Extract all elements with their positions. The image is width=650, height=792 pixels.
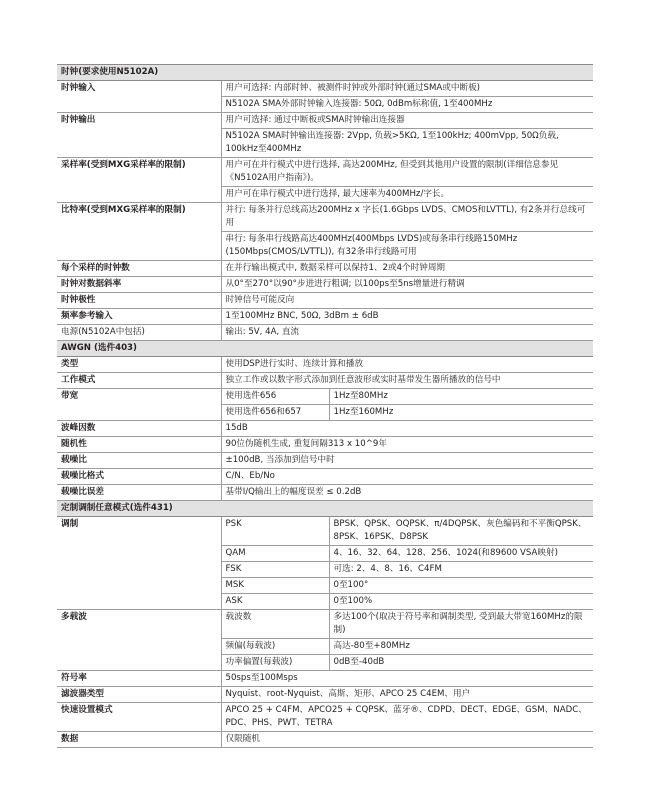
row-value: 90位伪随机生成, 重复间隔313 x 10^9年 bbox=[221, 437, 593, 453]
table-row bbox=[57, 687, 593, 703]
table-row bbox=[57, 437, 593, 453]
row-sublabel: FSK bbox=[221, 562, 329, 578]
row-label: 比特率(受到MXG采样率的限制) bbox=[57, 203, 221, 261]
table-row bbox=[57, 113, 593, 129]
row-label: 频率参考输入 bbox=[57, 309, 221, 325]
row-label: 数据 bbox=[57, 732, 221, 748]
row-label: 滤波器类型 bbox=[57, 687, 221, 703]
row-value: 0dB至-40dB bbox=[329, 655, 593, 671]
table-row bbox=[57, 309, 593, 325]
table-row bbox=[57, 610, 593, 639]
row-value: 并行: 每条并行总线高达200MHz x 字长(1.6Gbps LVDS、CMOS和LVTTL), 有2条并行总线可用 bbox=[221, 203, 593, 232]
row-sublabel: QAM bbox=[221, 546, 329, 562]
row-label: 多载波 bbox=[57, 610, 221, 671]
row-label: 工作模式 bbox=[57, 373, 221, 389]
row-value: 15dB bbox=[221, 421, 593, 437]
table-row bbox=[57, 485, 593, 501]
row-value: 独立工作或以数字形式添加到任意波形或实时基带发生器所播放的信号中 bbox=[221, 373, 593, 389]
row-value: 用户可在并行模式中进行选择, 高达200MHz, 但受到其他用户设置的限制(详细信息参见《N5102A用户指南》)。 bbox=[221, 158, 593, 187]
row-sublabel: ASK bbox=[221, 594, 329, 610]
row-sublabel: MSK bbox=[221, 578, 329, 594]
row-label: 带宽 bbox=[57, 389, 221, 421]
table-row bbox=[57, 203, 593, 232]
row-value: 1Hz至160MHz bbox=[329, 405, 593, 421]
section-title: 定制调制任意模式(选件431) bbox=[57, 501, 593, 517]
row-value: 0至100° bbox=[329, 578, 593, 594]
row-value: 多达100个(取决于符号率和调制类型, 受到最大带宽160MHz的限制) bbox=[329, 610, 593, 639]
row-value: 高达-80至+80MHz bbox=[329, 639, 593, 655]
row-label: 随机性 bbox=[57, 437, 221, 453]
table-row bbox=[57, 81, 593, 97]
table-row bbox=[57, 261, 593, 277]
table-row bbox=[57, 389, 593, 405]
row-sublabel: 频偏(每载波) bbox=[221, 639, 329, 655]
row-value: N5102A SMA外部时钟输入连接器: 50Ω, 0dBm标称值, 1至400MHz bbox=[221, 97, 593, 113]
row-label: 时钟输出 bbox=[57, 113, 221, 158]
section-header-awgn bbox=[57, 341, 593, 357]
row-label: 类型 bbox=[57, 357, 221, 373]
row-value: 用户可在串行模式中进行选择, 最大速率为400MHz/字长。 bbox=[221, 187, 593, 203]
row-value: ±100dB, 当添加到信号中时 bbox=[221, 453, 593, 469]
table-row bbox=[57, 357, 593, 373]
table-row bbox=[57, 277, 593, 293]
row-label: 载噪比格式 bbox=[57, 469, 221, 485]
row-sublabel: 载波数 bbox=[221, 610, 329, 639]
spec-sheet bbox=[57, 64, 593, 748]
row-value: 1Hz至80MHz bbox=[329, 389, 593, 405]
row-value: 基带I/Q输出上的幅度误差 ≤ 0.2dB bbox=[221, 485, 593, 501]
table-row bbox=[57, 293, 593, 309]
table-row bbox=[57, 671, 593, 687]
row-label: 时钟输入 bbox=[57, 81, 221, 113]
table-row bbox=[57, 373, 593, 389]
row-value: APCO 25 + C4FM、APCO25 + CQPSK、蓝牙®、CDPD、DECT、EDGE、GSM、NADC、PDC、PHS、PWT、TETRA bbox=[221, 703, 593, 732]
row-value: N5102A SMA时钟输出连接器: 2Vpp, 负载>5KΩ, 1至100kHz; 400mVpp, 50Ω负载, 100kHz至400MHz bbox=[221, 129, 593, 158]
row-label: 载噪比 bbox=[57, 453, 221, 469]
row-label: 每个采样的时钟数 bbox=[57, 261, 221, 277]
row-label: 调制 bbox=[57, 517, 221, 610]
row-value: 可选: 2、4、8、16、C4FM bbox=[329, 562, 593, 578]
row-label: 波峰因数 bbox=[57, 421, 221, 437]
row-label: 载噪比误差 bbox=[57, 485, 221, 501]
table-row bbox=[57, 158, 593, 187]
table-row bbox=[57, 325, 593, 341]
row-value: 串行: 每条串行线路高达400MHz(400Mbps LVDS)或每条串行线路150MHz (150Mbps(CMOS/LVTTL)), 有32条串行线路可用 bbox=[221, 232, 593, 261]
row-sublabel: 使用选件656 bbox=[221, 389, 329, 405]
row-label: 快速设置模式 bbox=[57, 703, 221, 732]
table-row bbox=[57, 469, 593, 485]
row-value: 仅限随机 bbox=[221, 732, 593, 748]
table-row bbox=[57, 453, 593, 469]
row-value: Nyquist、root-Nyquist、高斯、矩形、APCO 25 C4EM、用户 bbox=[221, 687, 593, 703]
section-header-clock bbox=[57, 65, 593, 81]
row-value: 从0°至270°以90°步进进行粗调; 以100ps至5ns增量进行精调 bbox=[221, 277, 593, 293]
row-value: 用户可选择: 通过中断板或SMA时钟输出连接器 bbox=[221, 113, 593, 129]
row-value: 时钟信号可能反向 bbox=[221, 293, 593, 309]
row-value: 4、16、32、64、128、256、1024(和89600 VSA映射) bbox=[329, 546, 593, 562]
section-title: AWGN (选件403) bbox=[57, 341, 593, 357]
row-label: 时钟极性 bbox=[57, 293, 221, 309]
section-header-custom bbox=[57, 501, 593, 517]
row-value: 0至100% bbox=[329, 594, 593, 610]
row-sublabel: 功率偏置(每载波) bbox=[221, 655, 329, 671]
table-row bbox=[57, 421, 593, 437]
table-row bbox=[57, 703, 593, 732]
row-value: 用户可选择: 内部时钟、被测件时钟或外部时钟(通过SMA或中断板) bbox=[221, 81, 593, 97]
row-value: BPSK、QPSK、OQPSK、π/4DQPSK、灰色编码和不平衡QPSK、8PSK、16PSK、D8PSK bbox=[329, 517, 593, 546]
row-sublabel: 使用选件656和657 bbox=[221, 405, 329, 421]
row-label: 时钟对数据斜率 bbox=[57, 277, 221, 293]
row-value: 使用DSP进行实时、连续计算和播放 bbox=[221, 357, 593, 373]
row-sublabel: PSK bbox=[221, 517, 329, 546]
row-label: 符号率 bbox=[57, 671, 221, 687]
row-value: 1至100MHz BNC, 50Ω, 3dBm ± 6dB bbox=[221, 309, 593, 325]
row-label: 采样率(受到MXG采样率的限制) bbox=[57, 158, 221, 203]
row-label: 电源(N5102A中包括) bbox=[57, 325, 221, 341]
section-title: 时钟(要求使用N5102A) bbox=[57, 65, 593, 81]
row-value: C/N、Eb/No bbox=[221, 469, 593, 485]
row-value: 50sps至100Msps bbox=[221, 671, 593, 687]
table-row bbox=[57, 517, 593, 546]
table-row bbox=[57, 732, 593, 748]
row-value: 在并行输出模式中, 数据采样可以保持1、2或4个时钟周期 bbox=[221, 261, 593, 277]
spec-table bbox=[57, 64, 593, 748]
row-value: 输出: 5V, 4A, 直流 bbox=[221, 325, 593, 341]
